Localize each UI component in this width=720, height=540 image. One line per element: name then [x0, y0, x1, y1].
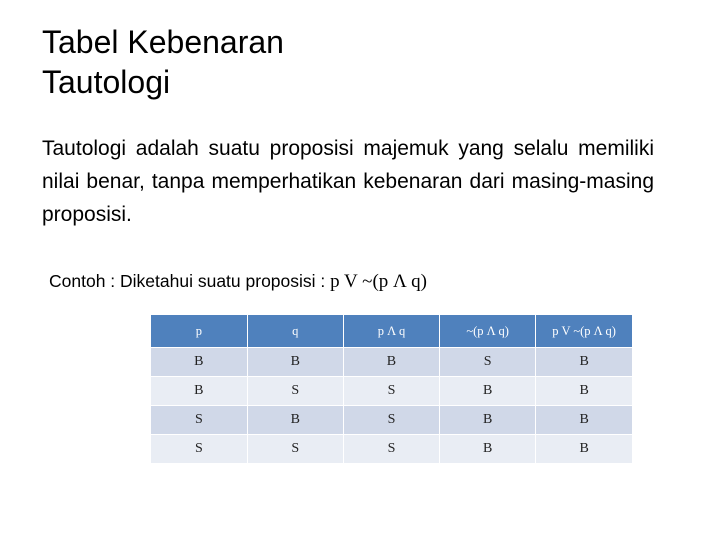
table-cell: B [343, 348, 439, 377]
table-row [151, 406, 632, 435]
table-cell: B [247, 406, 343, 435]
table-cell: B [151, 377, 247, 406]
table-cell: B [536, 377, 632, 406]
slide-title [42, 22, 284, 102]
title-line-2: Tautologi [42, 64, 171, 100]
table-cell: S [151, 435, 247, 464]
header-p-or-not-p-and-q: p V ~(p Λ q) [536, 315, 632, 348]
example-label: Contoh : Diketahui suatu proposisi : [49, 271, 331, 291]
table-cell: B [536, 348, 632, 377]
table-cell: B [536, 435, 632, 464]
table-cell: B [440, 406, 536, 435]
table-cell: B [536, 406, 632, 435]
table-cell: B [151, 348, 247, 377]
table-cell: S [247, 377, 343, 406]
table-cell: B [440, 377, 536, 406]
table-cell: S [247, 435, 343, 464]
title-line-1: Tabel Kebenaran [42, 24, 284, 60]
table-cell: S [343, 435, 439, 464]
definition-paragraph: Tautologi adalah suatu proposisi majemuk yang selalu memiliki nilai benar, tanpa memperhatikan kebenaran dari masing-masing proposisi. [42, 137, 654, 226]
truth-table-header-row [151, 315, 632, 348]
example-formula: p V ~(p Λ q) [330, 271, 427, 292]
table-row [151, 348, 632, 377]
table-row [151, 435, 632, 464]
table-row [151, 377, 632, 406]
header-p-and-q: p Λ q [343, 315, 439, 348]
table-cell: S [151, 406, 247, 435]
header-p: p [151, 315, 247, 348]
table-cell: S [343, 377, 439, 406]
table-cell: B [247, 348, 343, 377]
table-cell: S [343, 406, 439, 435]
table-cell: S [440, 348, 536, 377]
header-q: q [247, 315, 343, 348]
example-line [49, 268, 427, 295]
table-cell: B [440, 435, 536, 464]
truth-table [151, 315, 632, 463]
header-not-p-and-q: ~(p Λ q) [440, 315, 536, 348]
